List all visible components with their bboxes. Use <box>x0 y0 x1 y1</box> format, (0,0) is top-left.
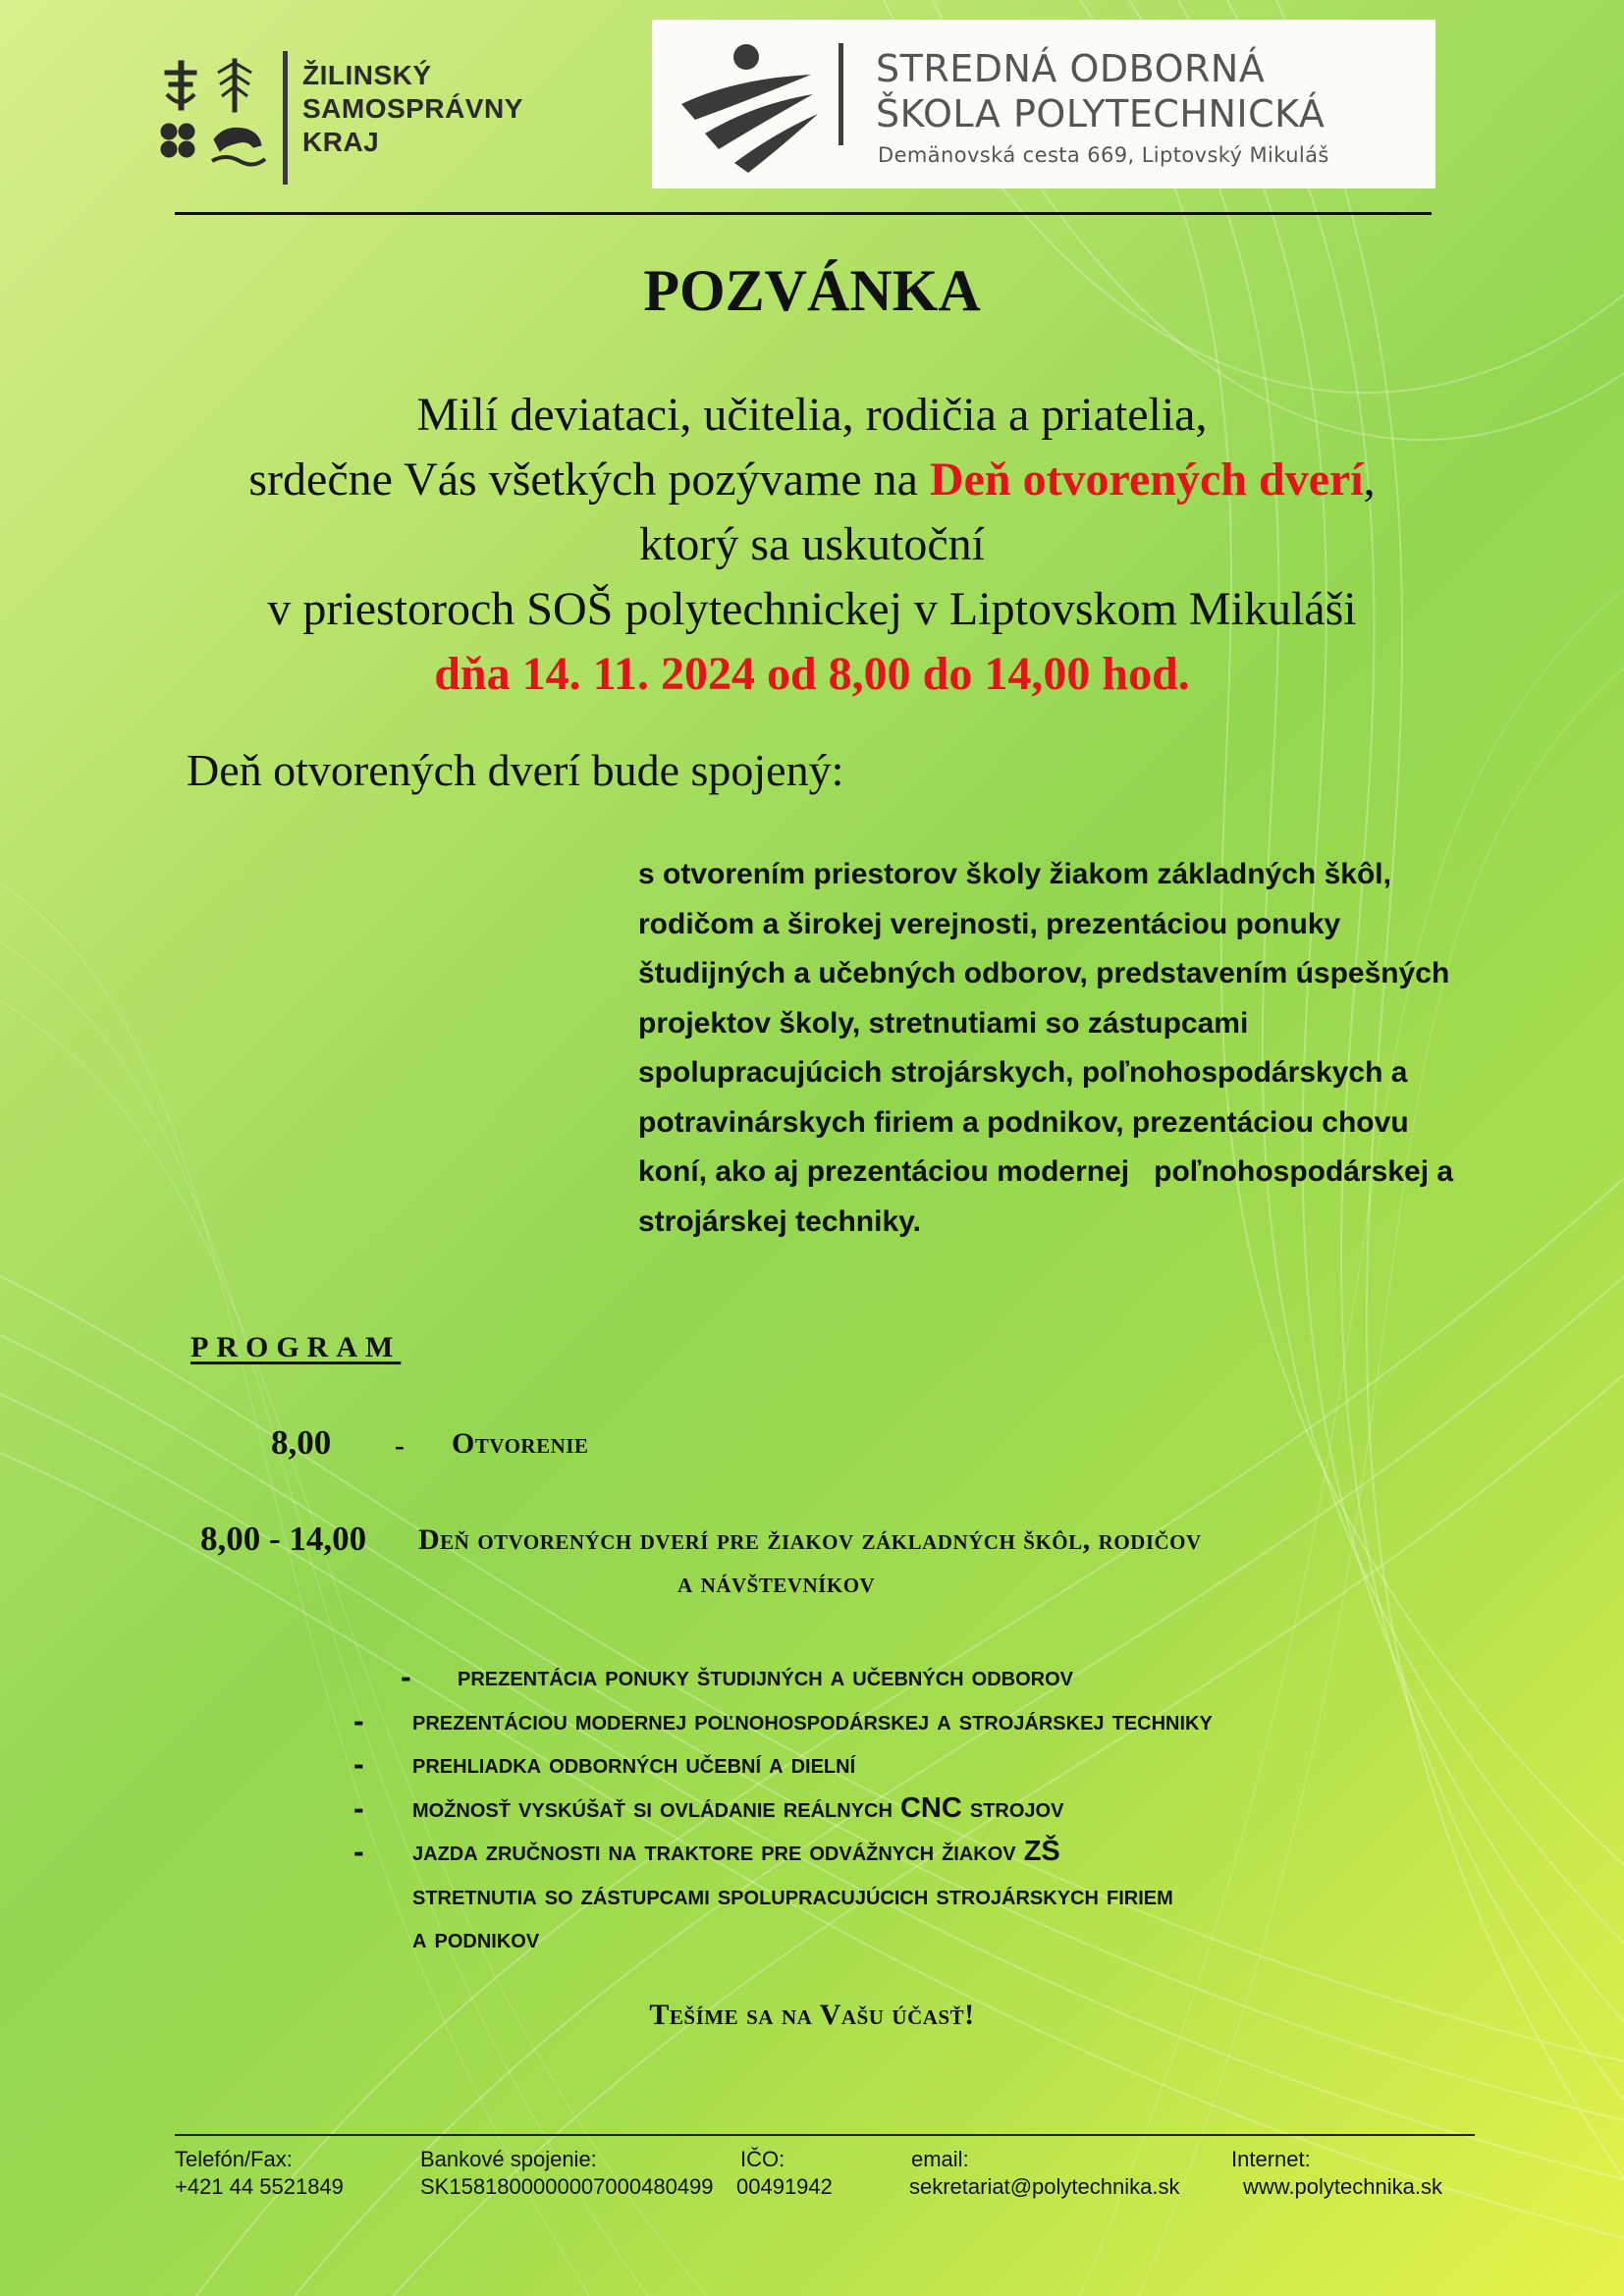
program-event-2-line1: Deň otvorených dverí pre žiakov základných škôl, rodičov <box>418 1523 1202 1556</box>
school-name-line2: ŠKOLA POLYTECHNICKÁ <box>876 92 1326 135</box>
school-name-line1: STREDNÁ ODBORNÁ <box>876 47 1266 90</box>
school-logo <box>652 20 1435 188</box>
region-coat-of-arms-icon <box>157 55 275 171</box>
footer-web: Internet: www.polytechnika.sk <box>1231 2147 1442 2199</box>
school-emblem-icon <box>676 35 842 173</box>
header-divider <box>175 212 1432 215</box>
school-address: Demänovská cesta 669, Liptovský Mikuláš <box>878 143 1329 167</box>
intro-line-3: ktorý sa uskutoční <box>639 518 985 570</box>
footer-ico: IČO: 00491942 <box>736 2147 833 2199</box>
event-description: s otvorením priestorov školy žiakom základných škôl, rodičom a širokej verejnosti, prezentáciou ponuky študijných a učebných odborov, predstavením úspešných projektov školy, stretnutiami so zástupcami spolupracujúcich strojárskych, poľnohospodárskych a potravinárskych firiem a podnikov, prezentáciou chovu koní, ako aj prezentáciou modernej poľnohospodárskej a strojárskej techniky. <box>638 858 1454 1238</box>
event-date: dňa 14. 11. 2024 od 8,00 do 14,00 hod. <box>434 648 1190 700</box>
program-time-1: 8,00 <box>271 1423 332 1462</box>
footer-email: email: sekretariat@polytechnika.sk <box>909 2147 1180 2199</box>
program-time-2: 8,00 - 14,00 <box>200 1520 367 1558</box>
region-logo-divider <box>283 51 288 185</box>
closing-text: Tešíme sa na Vašu účasť! <box>649 1999 975 2031</box>
footer-phone: Telefón/Fax: +421 44 5521849 <box>175 2147 344 2199</box>
region-name: ŽILINSKÝ SAMOSPRÁVNY KRAJ <box>302 60 523 157</box>
program-event-2-line2: a návštevníkov <box>677 1567 876 1599</box>
page-title: POZVÁNKA <box>643 258 981 323</box>
region-logo <box>157 51 523 188</box>
program-heading: PROGRAM <box>190 1331 402 1363</box>
event-name-highlight: Deň otvorených dverí <box>929 454 1364 506</box>
intro-line-2: srdečne Vás všetkých pozývame na Deň otvorených dverí, <box>248 454 1376 506</box>
intro-line-4: v priestoroch SOŠ polytechnickej v Liptovskom Mikuláši <box>267 583 1357 635</box>
school-logo-divider <box>839 43 843 145</box>
combined-heading: Deň otvorených dverí bude spojený: <box>187 745 844 795</box>
footer-divider <box>175 2134 1475 2136</box>
program-dash-1: - <box>395 1429 405 1462</box>
footer-bank: Bankové spojenie: SK1581800000007000480499 <box>420 2147 714 2199</box>
intro-line-1: Milí deviataci, učitelia, rodičia a priatelia, <box>416 389 1208 441</box>
program-event-1: Otvorenie <box>452 1427 589 1460</box>
invitation-text <box>0 383 1624 707</box>
